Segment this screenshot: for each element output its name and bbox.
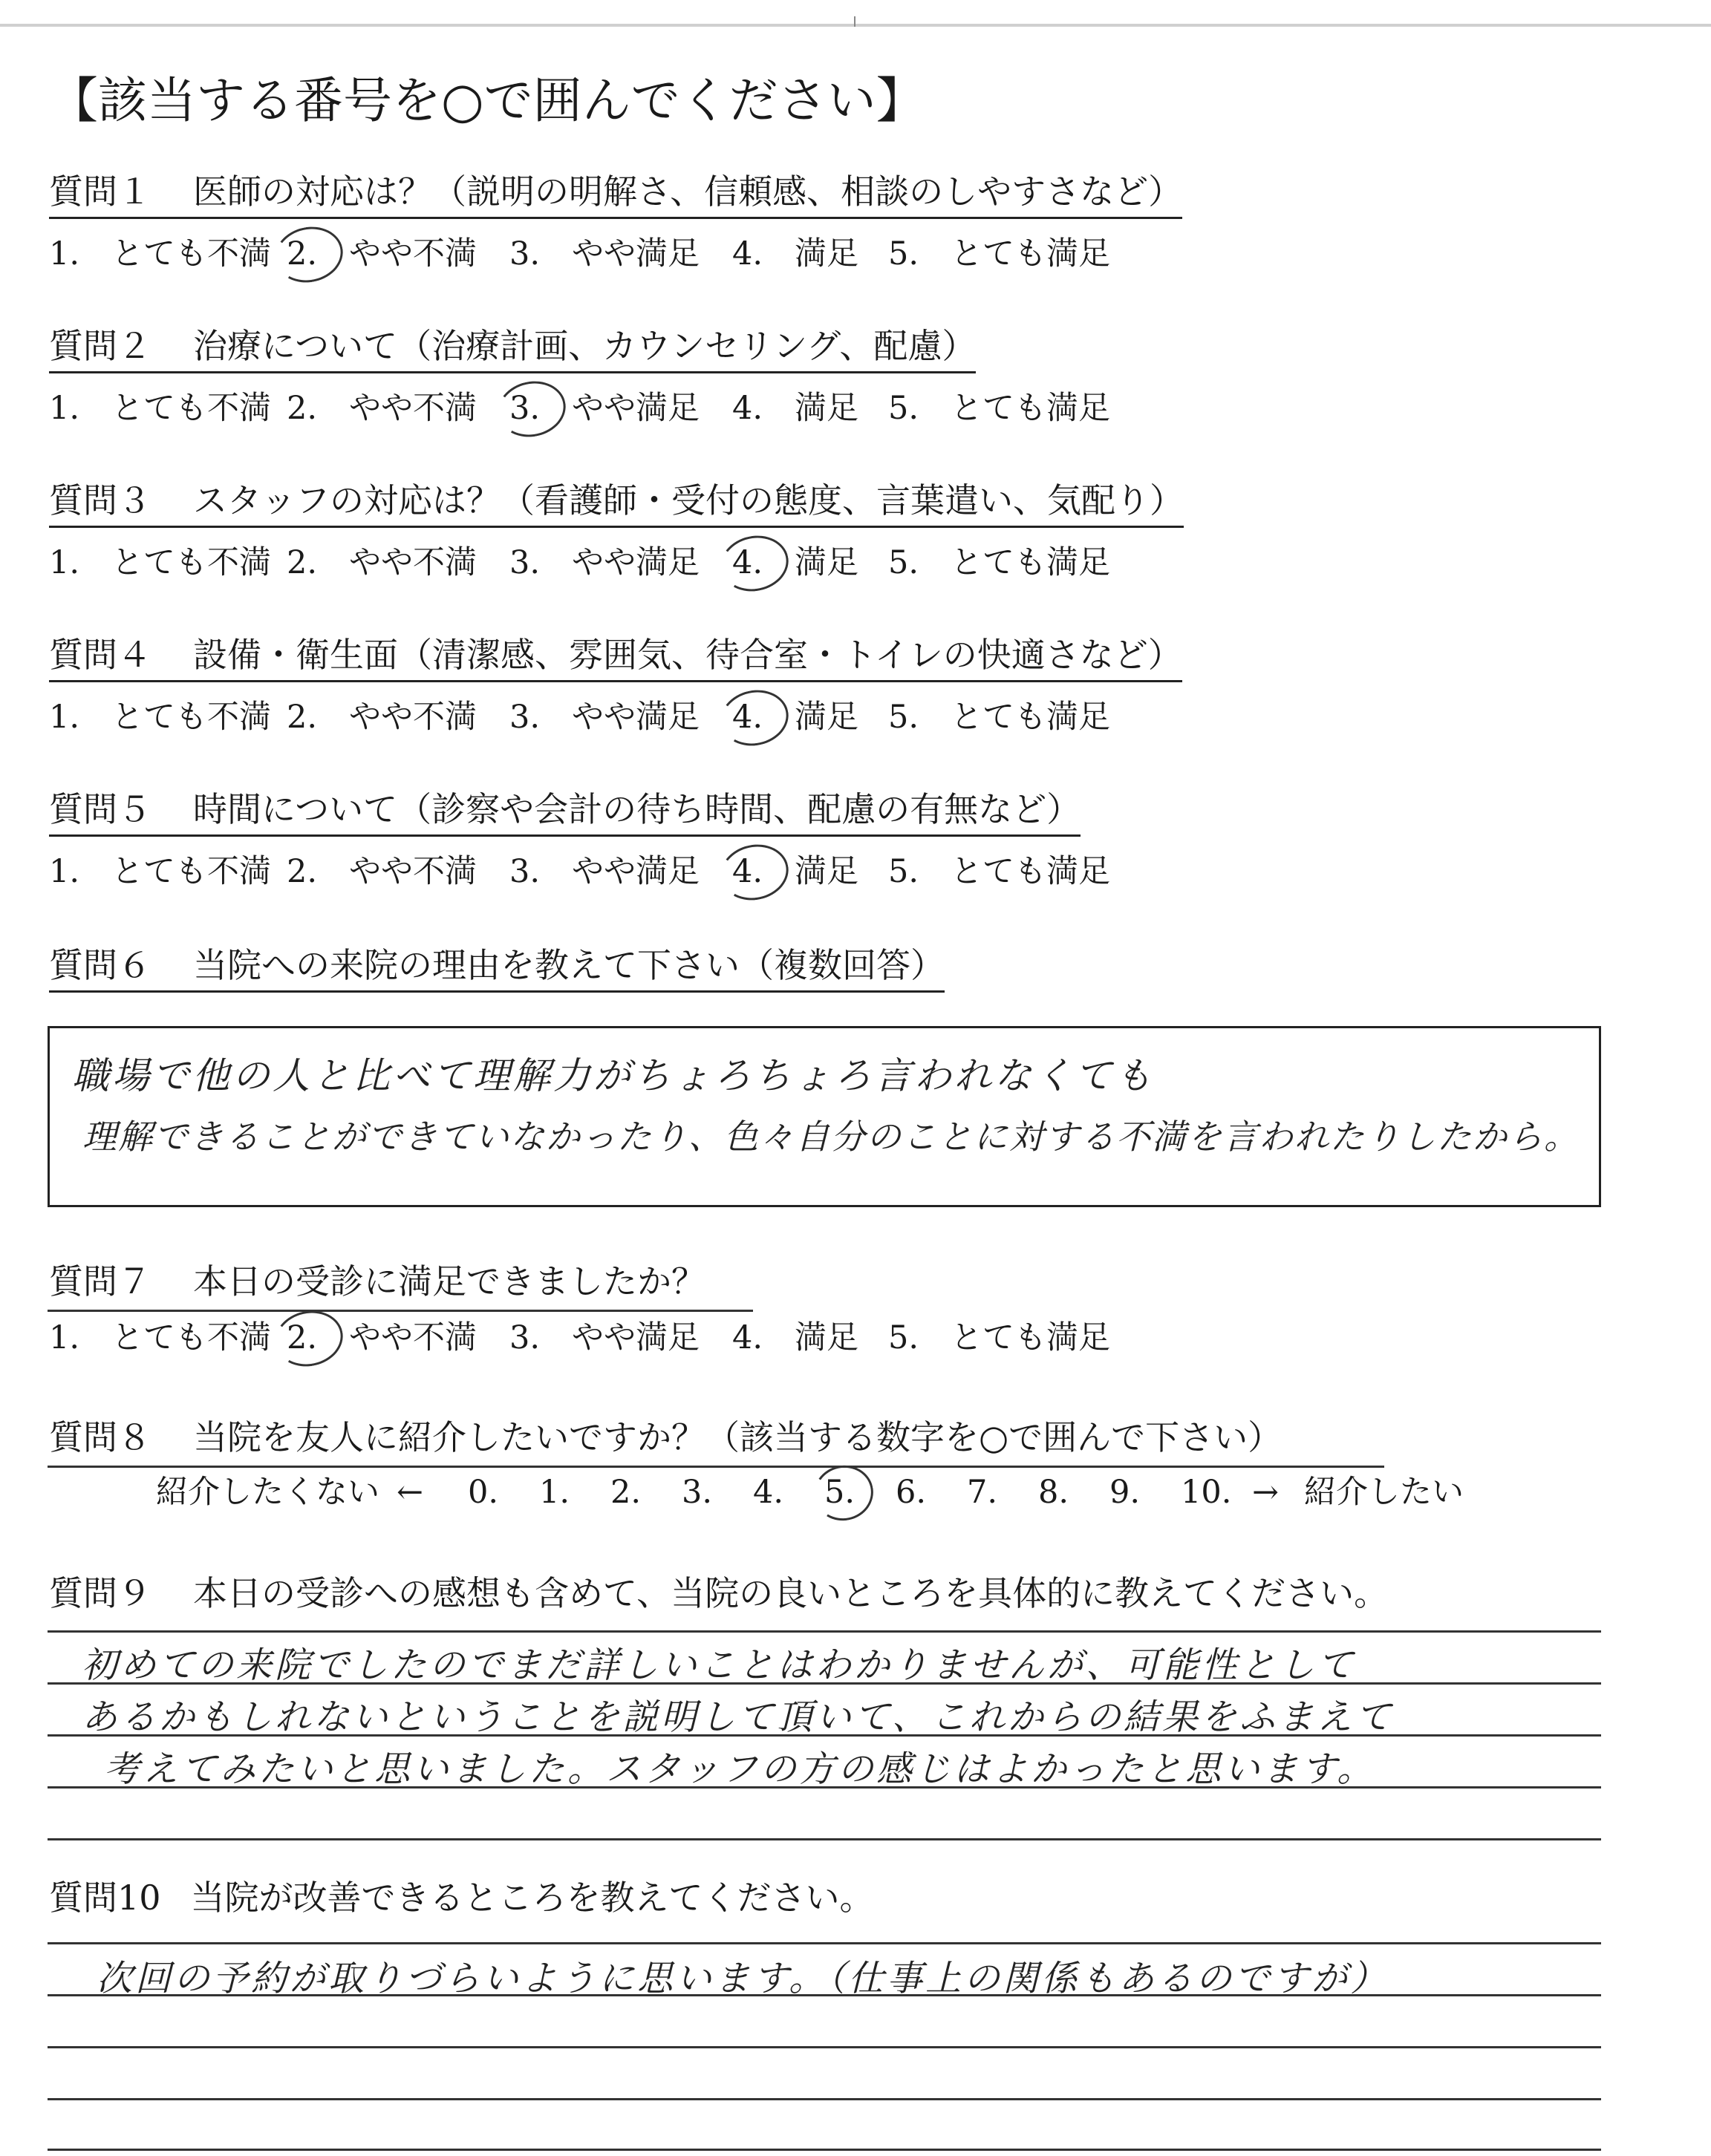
q6-answer-box[interactable] (48, 1026, 1601, 1207)
question-9 (49, 1571, 1388, 1618)
q9-answer-line-1: 初めての来院でしたのでまだ詳しいことはわかりませんが、可能性として (82, 1644, 1357, 1686)
q4-option-5[interactable]: 5. とても満足 (888, 699, 1110, 736)
q7-option-5[interactable]: 5. とても満足 (888, 1319, 1110, 1356)
question-8 (49, 1415, 1282, 1463)
question-3-text: スタッフの対応は？（看護師・受付の態度、言葉遣い、気配り） (193, 480, 1184, 520)
question-8-text: 当院を友人に紹介したいですか？（該当する数字を○で囲んで下さい） (193, 1417, 1283, 1457)
q5-option-3[interactable]: 3. やや満足 (509, 853, 700, 890)
question-2-number: 質問２ (49, 326, 151, 366)
q1-option-1[interactable]: 1. とても不満 (49, 235, 271, 272)
q8-underline (48, 1466, 1384, 1468)
question-1-options (49, 233, 1110, 275)
q8-scale-7[interactable]: 7. (967, 1474, 998, 1511)
question-9-number: 質問９ (49, 1573, 151, 1613)
selection-circle (270, 220, 348, 289)
question-10-text: 当院が改善できるところを教えてください。 (190, 1878, 874, 1918)
question-1-text: 医師の対応は？（説明の明解さ、信頼感、相談のしやすさなど） (193, 172, 1183, 212)
left-arrow-icon: ← (397, 1474, 424, 1511)
selection-circle (715, 684, 793, 752)
q8-scale-8[interactable]: 8. (1038, 1474, 1069, 1511)
q10-line-2 (48, 2046, 1601, 2048)
q7-option-1[interactable]: 1. とても不満 (49, 1319, 271, 1356)
question-8-number: 質問８ (49, 1417, 151, 1457)
q7-option-2[interactable]: 2. やや不満 (287, 1317, 509, 1359)
q8-scale-9[interactable]: 9. (1109, 1474, 1141, 1511)
q5-option-5[interactable]: 5. とても満足 (888, 853, 1110, 890)
q8-right-label: 紹介したい (1304, 1474, 1464, 1511)
question-7-options (49, 1317, 1110, 1359)
question-9-text: 本日の受診への感想も含めて、当院の良いところを具体的に教えてください。 (193, 1573, 1389, 1613)
q8-scale-1[interactable]: 1. (539, 1474, 570, 1511)
right-arrow-icon: → (1252, 1474, 1280, 1511)
q3-option-1[interactable]: 1. とても不満 (49, 544, 271, 581)
q1-option-4[interactable]: 4. 満足 (732, 235, 858, 272)
selection-circle (809, 1460, 879, 1526)
q10-line-3 (48, 2098, 1601, 2100)
question-3-number: 質問３ (49, 480, 151, 520)
question-4-text: 設備・衛生面（清潔感、雰囲気、待合室・トイレの快適さなど） (193, 635, 1182, 675)
selection-circle (270, 1304, 348, 1373)
q9-line-0 (48, 1630, 1601, 1633)
page-title: 【該当する番号を○で囲んでください】 (49, 72, 925, 129)
selection-circle (492, 375, 570, 443)
question-3 (49, 478, 1184, 528)
q9-answer-line-2: あるかもしれないということを説明して頂いて、これからの結果をふまえて (82, 1696, 1395, 1738)
question-5 (49, 787, 1081, 837)
q1-option-3[interactable]: 3. やや満足 (509, 235, 700, 272)
q6-answer-line-1: 職場で他の人と比べて理解力がちょろちょろ言われなくても (72, 1054, 1155, 1097)
q5-option-2[interactable]: 2. やや不満 (287, 853, 477, 890)
question-4-number: 質問４ (49, 635, 151, 675)
question-7-text: 本日の受診に満足できましたか？ (193, 1261, 705, 1301)
q6-answer-line-2: 理解できることができていなかったり、色々自分のことに対する不満を言われたりしたから。 (82, 1117, 1580, 1157)
q8-scale-2[interactable]: 2. (610, 1474, 642, 1511)
q3-option-4[interactable]: 4. 満足 (732, 542, 888, 584)
q7-option-3[interactable]: 3. やや満足 (509, 1319, 700, 1356)
q8-scale-0[interactable]: 0. (468, 1474, 499, 1511)
q9-answer-line-3: 考えてみたいと思いました。スタッフの方の感じはよかったと思います。 (104, 1748, 1376, 1790)
q3-option-5[interactable]: 5. とても満足 (888, 544, 1110, 581)
scan-mark (854, 16, 856, 27)
q8-scale-4[interactable]: 4. (753, 1474, 784, 1511)
q5-option-4[interactable]: 4. 満足 (732, 851, 888, 892)
q1-option-2[interactable]: 2. やや不満 (287, 233, 509, 275)
question-6 (49, 943, 945, 993)
q4-option-4[interactable]: 4. 満足 (732, 696, 888, 738)
q4-option-2[interactable]: 2. やや不満 (287, 699, 477, 736)
question-1-number: 質問１ (49, 172, 151, 212)
q3-option-3[interactable]: 3. やや満足 (509, 544, 700, 581)
q2-option-5[interactable]: 5. とても満足 (888, 390, 1110, 427)
q2-option-3[interactable]: 3. やや満足 (509, 388, 732, 429)
selection-circle (715, 529, 793, 598)
question-10-number: 質問10 (49, 1878, 161, 1918)
q1-option-5[interactable]: 5. とても満足 (888, 235, 1110, 272)
question-7 (49, 1259, 705, 1307)
question-4-options (49, 696, 1110, 738)
q8-scale-5[interactable]: 5. (824, 1471, 896, 1513)
q8-scale-3[interactable]: 3. (682, 1474, 713, 1511)
q7-option-4[interactable]: 4. 満足 (732, 1319, 858, 1356)
q3-option-2[interactable]: 2. やや不満 (287, 544, 477, 581)
q8-scale (156, 1471, 1464, 1513)
question-6-number: 質問６ (49, 945, 151, 985)
q8-scale-6[interactable]: 6. (896, 1474, 927, 1511)
q2-option-2[interactable]: 2. やや不満 (287, 390, 477, 427)
q5-option-1[interactable]: 1. とても不満 (49, 853, 271, 890)
selection-circle (715, 838, 793, 906)
q10-line-0 (48, 1942, 1601, 1944)
q8-left-label: 紹介したくない (156, 1474, 379, 1511)
scan-edge-line (0, 24, 1711, 27)
q9-line-4 (48, 1838, 1601, 1840)
question-6-text: 当院への来院の理由を教えて下さい（複数回答） (193, 945, 945, 985)
q10-line-4 (48, 2149, 1601, 2151)
q2-option-1[interactable]: 1. とても不満 (49, 390, 271, 427)
question-5-text: 時間について（診察や会計の待ち時間、配慮の有無など） (193, 789, 1081, 829)
question-7-number: 質問７ (49, 1261, 151, 1301)
question-2-text: 治療について（治療計画、カウンセリング、配慮） (193, 326, 977, 366)
question-4 (49, 633, 1182, 682)
question-3-options (49, 542, 1110, 584)
q10-answer-line-1: 次回の予約が取りづらいように思います。（仕事上の関係もあるのですが） (97, 1958, 1389, 1999)
q8-scale-10[interactable]: 10. (1181, 1474, 1232, 1511)
q4-option-3[interactable]: 3. やや満足 (509, 699, 700, 736)
question-5-number: 質問５ (49, 789, 151, 829)
question-10 (49, 1875, 874, 1923)
question-1 (49, 169, 1182, 219)
q7-underline (48, 1310, 753, 1312)
question-2-options (49, 388, 1110, 429)
q2-option-4[interactable]: 4. 満足 (732, 390, 858, 427)
question-5-options (49, 851, 1110, 892)
question-2 (49, 324, 976, 373)
q4-option-1[interactable]: 1. とても不満 (49, 699, 271, 736)
